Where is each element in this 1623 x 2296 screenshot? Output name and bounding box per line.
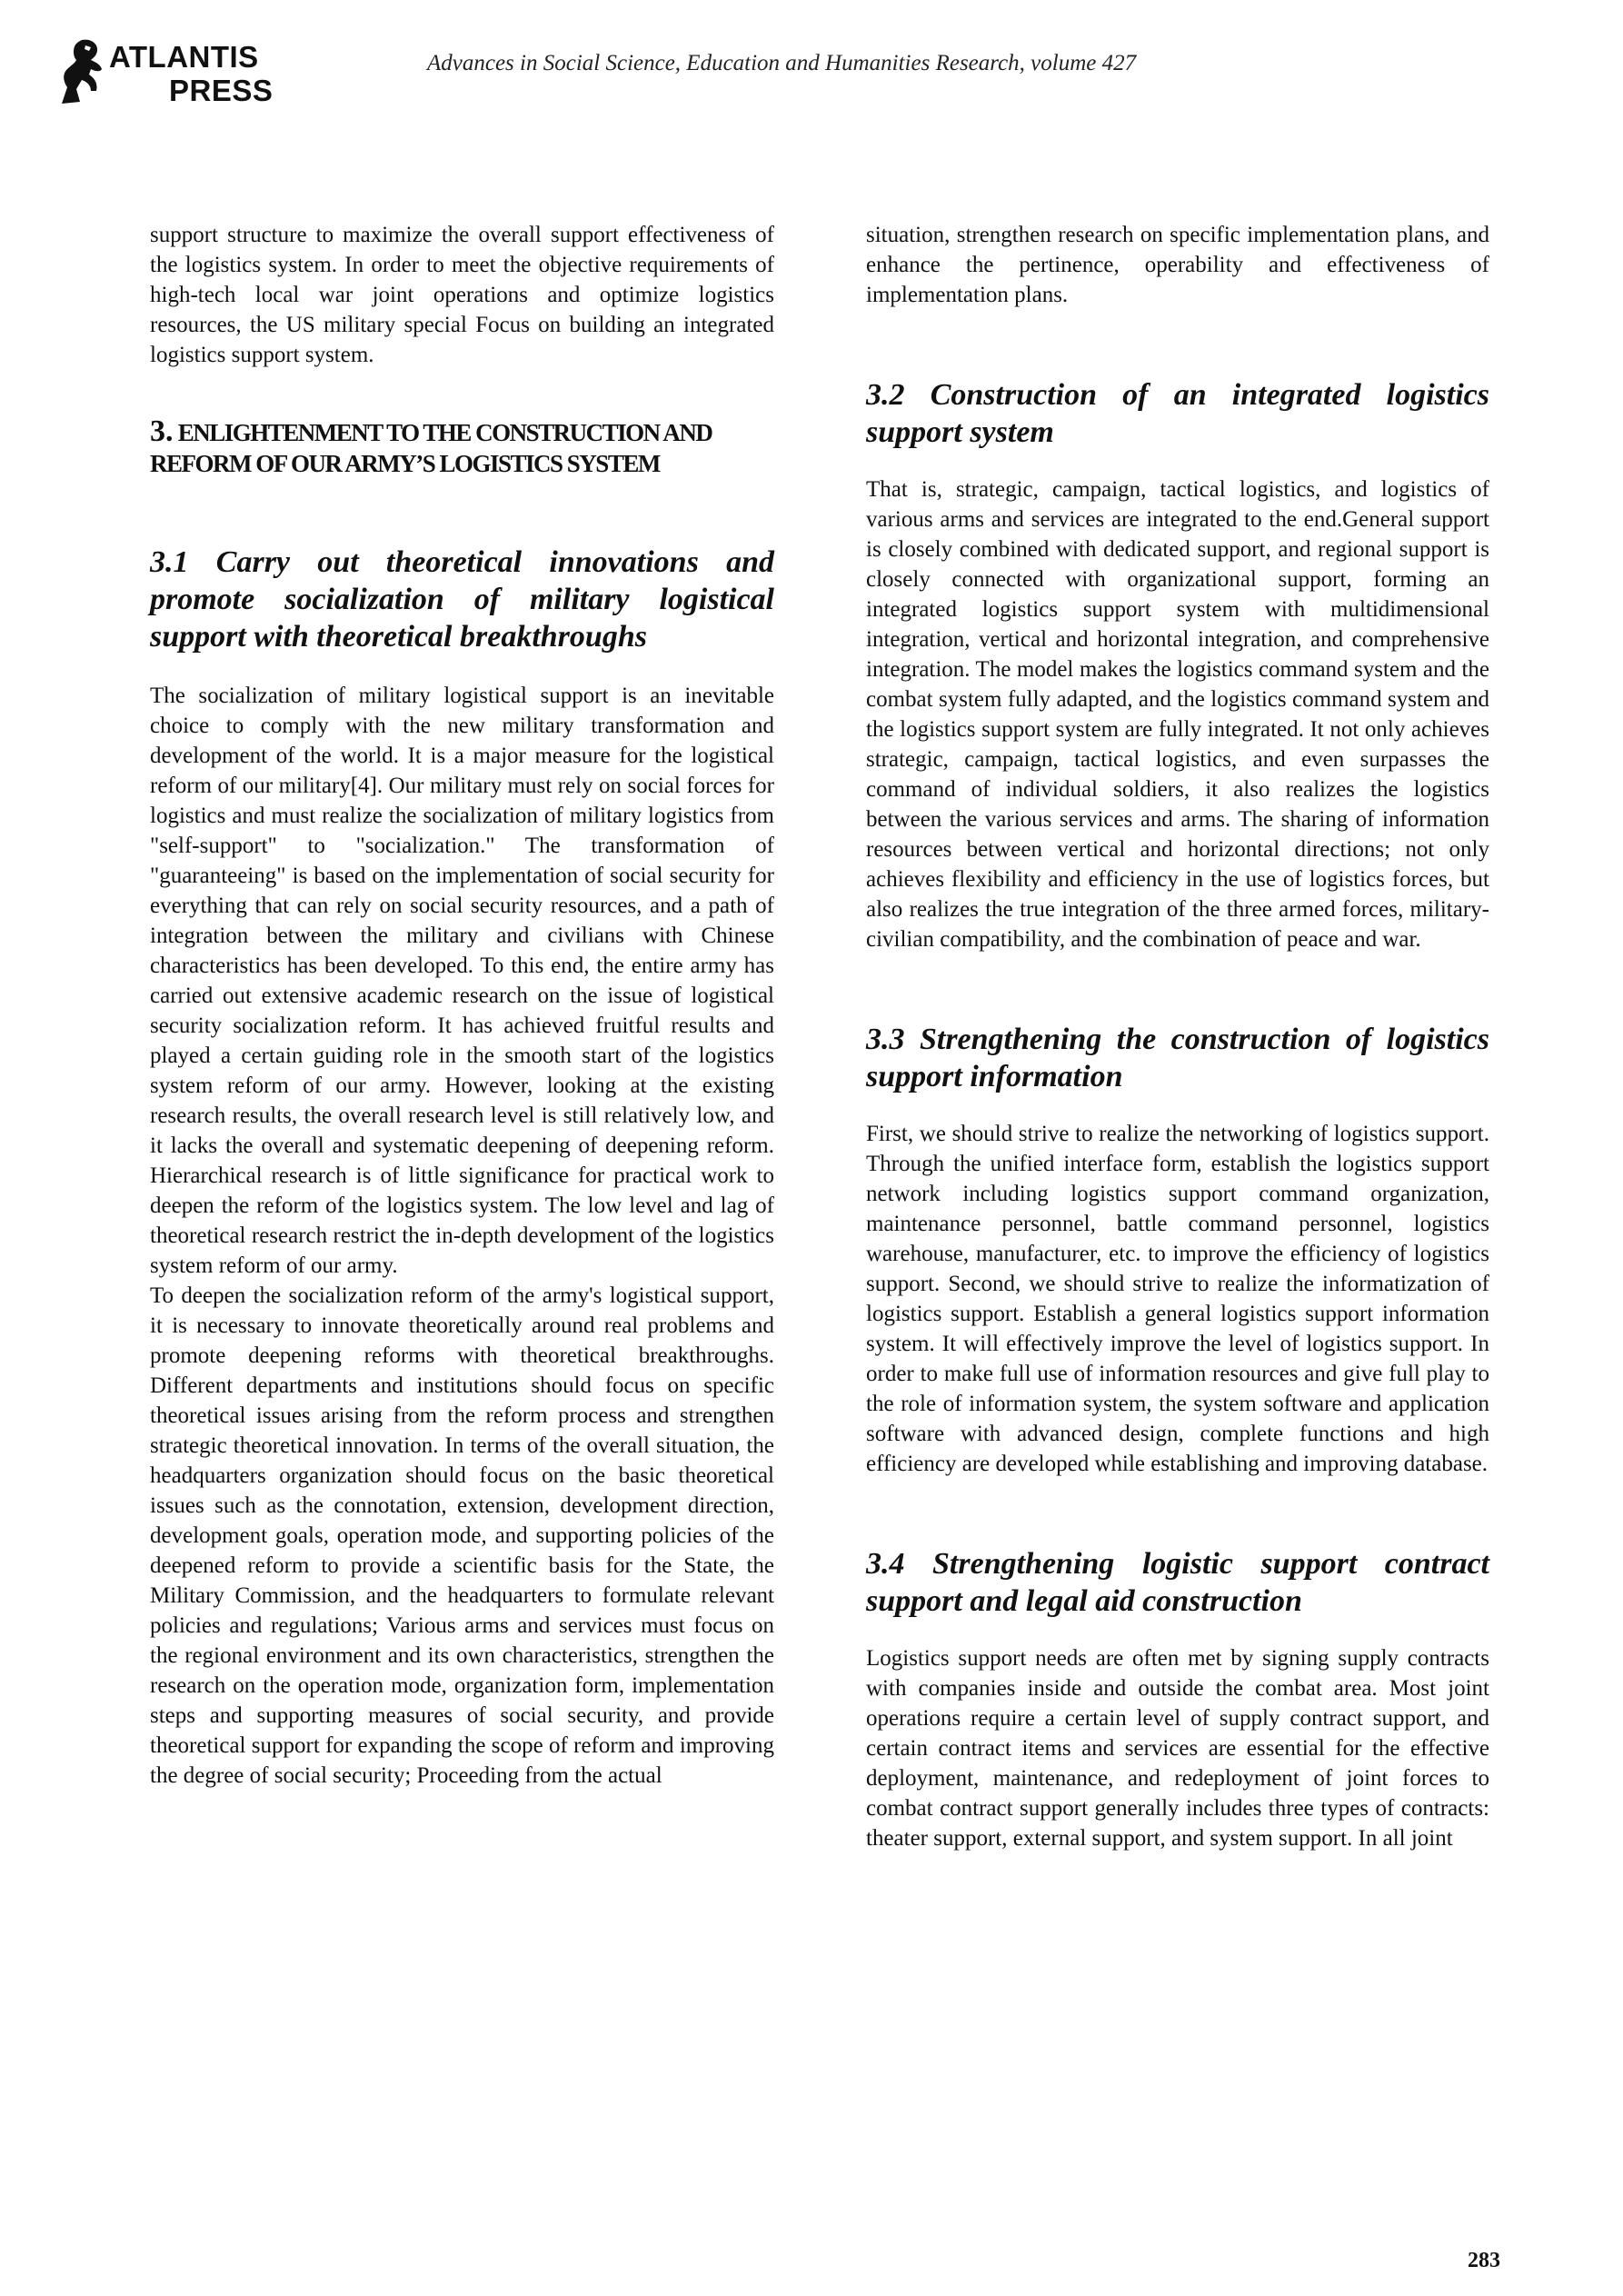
- section-3-heading: [150, 416, 774, 479]
- right-column: [866, 220, 1489, 1853]
- paragraph-3-1-a: The socialization of military logistical support is an inevitable choice to comply with the new military transformation and development of the world. It is a major measure for the logistical reform of our military[4]. Our military must rely on social forces for logistics and must realize the socialization of military logistics from "self-support" to "socialization." The transformation of "guaranteeing" is based on the implementation of social security for everything that can rely on social security resources, and a path of integration between the military and civilians with Chinese characteristics has been developed. To this end, the entire army has carried out extensive academic research on the issue of logistical security socialization reform. It has achieved fruitful results and played a certain guiding role in the smooth start of the logistics system reform of our army. However, looking at the existing research results, the overall research level is still relatively low, and it lacks the overall and systematic deepening of deepening reform. Hierarchical research is of little significance for practical work to deepen the reform of the logistics system. The low level and lag of theoretical research restrict the in-depth development of the logistics system reform of our army.: [150, 684, 774, 1278]
- page-number: 283: [1468, 2249, 1500, 2272]
- paragraph-3-2: That is, strategic, campaign, tactical logistics, and logistics of various arms and services are integrated to the end.General support is closely combined with dedicated support, and regional support is closely connected with organizational support, forming an integrated logistics support system with multidimensional integration, vertical and horizontal integration, and comprehensive integration. The model makes the logistics command system and the combat system fully adapted, and the logistics command system and the logistics support system are fully integrated. It not only achieves strategic, campaign, tactical logistics, and even surpasses the command of individual soldiers, it also realizes the logistics between the various services and arms. The sharing of information resources between vertical and horizontal directions; not only achieves flexibility and efficiency in the use of logistics forces, but also realizes the true integration of the three armed forces, military-civilian compatibility, and the combination of peace and war.: [866, 477, 1489, 952]
- logo-wordmark-press: PRESS: [169, 74, 274, 107]
- paragraph-3-4: Logistics support needs are often met by signing supply contracts with companies inside and outside the combat area. Most joint operations require a certain level of supply contract support, and certain contract items and services are essential for the effective deployment, maintenance, and redeployment of joint forces to combat contract support generally includes three types of contracts: theater support, external support, and system support. In all joint: [866, 1646, 1489, 1851]
- paragraph-continued: situation, strengthen research on specific implementation plans, and enhance the pertinence, operability and effectiveness of implementation plans.: [866, 223, 1489, 307]
- subsection-3-2-heading: 3.2 Construction of an integrated logistics support system: [866, 378, 1489, 449]
- left-column: [150, 220, 774, 1791]
- publisher-logo: [55, 36, 273, 105]
- paragraph-3-1-b: To deepen the socialization reform of the army's logistical support, it is necessary to innovate theoretically around real problems and promote deepening reforms with theoretical breakthroughs. Different departments and institutions should focus on specific theoretical issues arising from the reform process and strengthen strategic theoretical innovation. In terms of the overall situation, the headquarters organization should focus on the basic theoretical issues such as the connotation, extension, development direction, development goals, operation mode, and supporting policies of the deepened reform to provide a scientific basis for the State, the Military Commission, and the headquarters to formulate relevant policies and regulations; Various arms and services must focus on the regional environment and its own characteristics, strengthen the research on the operation mode, organization form, implementation steps and supporting measures of social security, and provide theoretical support for expanding the scope of reform and improving the degree of social security; Proceeding from the actual: [150, 1283, 774, 1788]
- subsection-3-4-heading: 3.4 Strengthening logistic support contract support and legal aid construction: [866, 1547, 1489, 1618]
- section-3-number: 3.: [150, 414, 174, 448]
- thinker-icon: [55, 36, 107, 105]
- paragraph-intro: support structure to maximize the overall support effectiveness of the logistics system. In order to meet the objective requirements of high-tech local war joint operations and optimize logistics resources, the US military special Focus on building an integrated logistics support system.: [150, 223, 774, 367]
- paragraph-3-3: First, we should strive to realize the networking of logistics support. Through the unified interface form, establish the logistics support network including logistics support command organization, maintenance personnel, battle command personnel, logistics warehouse, manufacturer, etc. to improve the efficiency of logistics support. Second, we should strive to realize the informatization of logistics support. Establish a general logistics support information system. It will effectively improve the level of logistics support. In order to make full use of information resources and give full play to the role of information system, the system software and application software with advanced design, complete functions and high efficiency are developed while establishing and improving database.: [866, 1122, 1489, 1476]
- subsection-3-3-heading: 3.3 Strengthening the construction of logistics support information: [866, 1023, 1489, 1093]
- subsection-3-1-heading: 3.1 Carry out theoretical innovations and promote socialization of military logistical support with theoretical breakthroughs: [150, 545, 774, 654]
- section-3-title: ENLIGHTENMENT TO THE CONSTRUCTION AND REFORM OF OUR ARMY’S LOGISTICS SYSTEM: [150, 419, 712, 477]
- logo-wordmark-atlantis: ATLANTIS: [109, 40, 259, 74]
- running-title: Advances in Social Science, Education and Humanities Research, volume 427: [427, 51, 1137, 75]
